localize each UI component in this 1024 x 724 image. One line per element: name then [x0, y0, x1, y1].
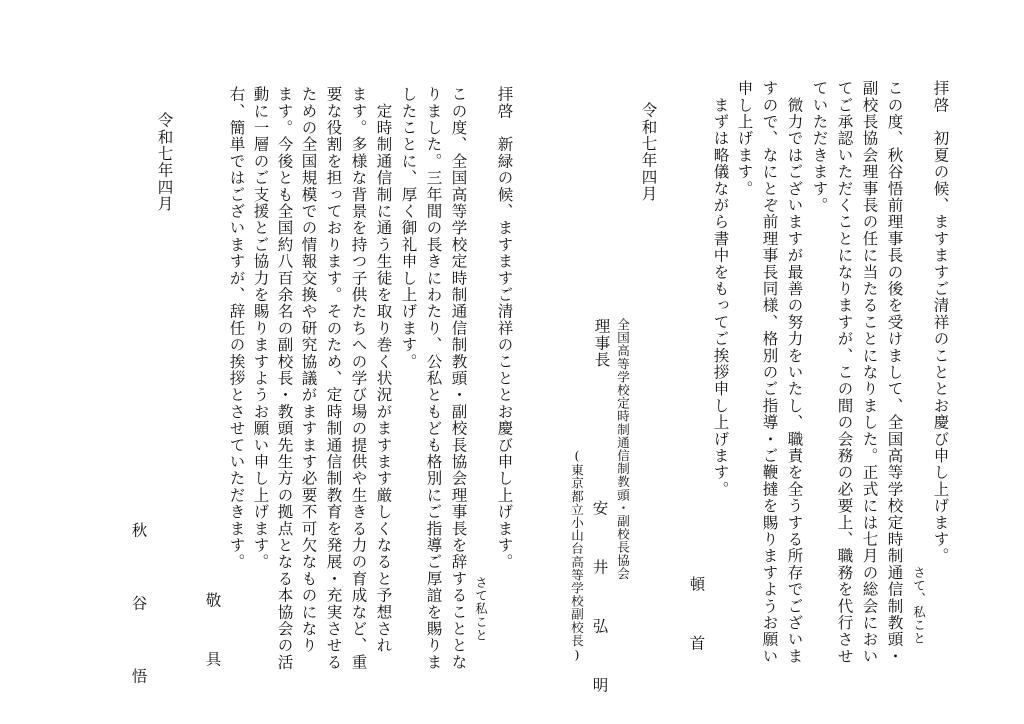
letter1-line-2: 副校長協会理事長の任に当たることになりました。正式には七月の総会におい [860, 80, 879, 665]
letter1-line-1: この度、秋谷悟前理事長の後を受けまして、全国高等学校定時制通信制教頭・ [885, 80, 904, 665]
letter1-title: 理事長 [592, 318, 611, 369]
letter1-line-8: まずは略儀ながら書中をもってご挨拶申し上げます。 [711, 80, 730, 498]
letter2-line-3: したことに、厚く御礼申し上げます。 [399, 86, 418, 370]
letter2-line-10: 右、簡単ではございますが、辞任の挨拶とさせていただきます。 [227, 86, 246, 571]
letter1-affiliation: (東京都立小山台高等学校副校長) [569, 448, 585, 663]
letter2-greeting: 拝啓 新緑の候、ますますご清祥のこととお慶び申し上げます。 [495, 86, 514, 571]
letter2-line-4: 定時制通信制に通う生徒を取り巻く状況がますます厳しくなると予想され [374, 86, 393, 654]
letter1-line-3: てご承認いただくことになりますが、この間の会務の必要上、職務を代行させ [835, 80, 854, 665]
letter1-line-7: 申し上げます。 [735, 80, 754, 197]
letter1-date: 令和七年四月 [639, 102, 658, 203]
letter1-name: 安 井 弘 明 [590, 500, 609, 707]
letter2-line-7: ための全国規模での情報交換や研究協議がますます必要不可欠なものになり [299, 86, 318, 654]
letter2-line-8: ます。今後とも全国約八百余名の副校長・教頭先生方の拠点となる本協会の活 [275, 86, 294, 671]
letter2-line-6: 要な役割を担っております。そのため、定時制通信制教育を発展・充実させる [324, 86, 343, 671]
letter1-line-5: 微力ではございますが最善の努力をいたし、職責を全うする所存でございま [785, 80, 804, 665]
letter1-closing: 頓 首 [687, 576, 706, 665]
letter2-line-1: この度、全国高等学校定時制通信制教頭・副校長協会理事長を辞することとな [449, 86, 468, 671]
letter1-line-6: すので、なにとぞ前理事長同様、格別のご指導・ご鞭撻を賜りますようお願い [760, 80, 779, 665]
letter2-name: 秋 谷 悟 [129, 522, 148, 705]
letter2-date: 令和七年四月 [155, 112, 174, 213]
letter1-aside: さて、私こと [911, 566, 927, 645]
letter1-greeting: 拝啓 初夏の候、ますますご清祥のこととお慶び申し上げます。 [931, 80, 950, 565]
letter1-line-4: ていただきます。 [810, 80, 829, 214]
letter2-closing: 敬 具 [203, 592, 222, 681]
letter1-org: 全国高等学校定時制通信制教頭・副校長協会 [615, 318, 631, 580]
letter2-line-2: りました。三年間の長きにわたり、公私ともども格別にご指導ご厚誼を賜りま [424, 86, 443, 671]
letter2-line-5: ます。多様な背景を持つ子供たちへの学び場の提供や生きる力の育成など、重 [349, 86, 368, 671]
letter2-aside: さて私こと [473, 576, 489, 642]
letter2-line-9: 動に一層のご支援とご協力を賜りますようお願い申し上げます。 [251, 86, 270, 571]
